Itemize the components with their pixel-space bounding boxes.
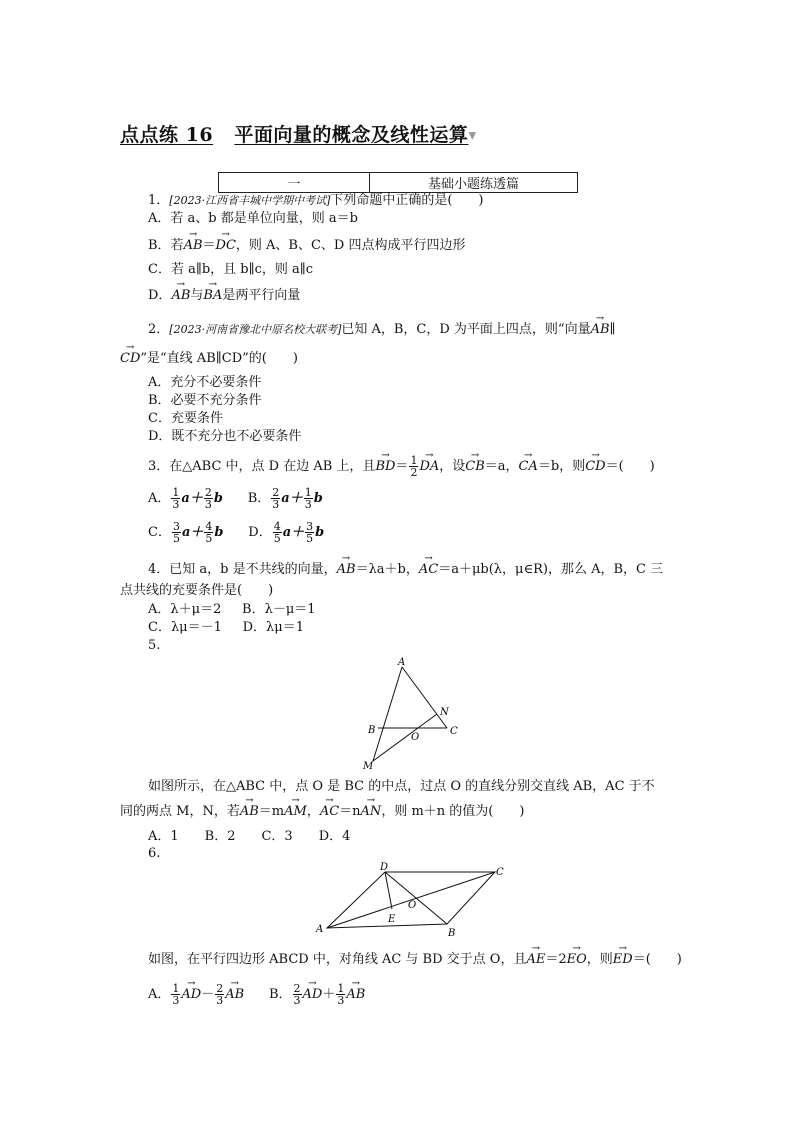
q6-mid: ＝2 — [545, 952, 567, 967]
fraction: $\frac{1}{3}$ — [172, 982, 180, 1007]
label-c: C — [450, 726, 458, 737]
q6-a-label: A． — [148, 987, 171, 1002]
q3-pre: 3．在△ABC 中，点 D 在边 AB 上，且 — [148, 459, 376, 474]
q1-d-mid: 与 — [190, 288, 204, 303]
q6-b-label: B． — [268, 987, 292, 1002]
vector-an: → AN — [361, 803, 382, 821]
q4-stem-line1 — [148, 561, 663, 579]
fraction: $\frac{1}{3}$ — [337, 982, 345, 1007]
q3-eq-a: ＝a， — [484, 459, 519, 474]
q2-stem-line2 — [120, 350, 298, 368]
vector-bd: → BD — [375, 458, 395, 476]
q3-a-label: A． — [148, 491, 171, 506]
q6-mid2: ，则 — [586, 952, 613, 967]
fraction: $\frac{1}{3}$ — [304, 486, 312, 511]
q3-eq-b: ＝b，则 — [537, 459, 586, 474]
vector-cd: → CD — [585, 458, 605, 476]
vector-ac: → AC — [419, 561, 438, 579]
q3-c-label: C． — [148, 525, 171, 540]
q6-parallelogram-figure — [312, 860, 512, 940]
b-symbol: b — [214, 525, 224, 540]
q2-stem2: ”是“直线 AB∥CD”的( ) — [140, 351, 298, 366]
vector-ae: → AE — [526, 951, 545, 969]
q3-d-label: D． — [248, 525, 272, 540]
vector-ab: → AB — [225, 986, 244, 1004]
section-header — [218, 172, 578, 193]
fraction: $\frac{2}{3}$ — [293, 982, 301, 1007]
q1-b-pre: B．若 — [148, 238, 184, 253]
vector-ad: → AD — [303, 986, 323, 1004]
label-o: O — [408, 900, 417, 911]
q4-option-b: B．λ－μ＝1 — [242, 602, 316, 617]
fraction: $\frac{2}{3}$ — [204, 486, 212, 511]
q4-mid2: ＝a＋μb(λ，μ∈R)，那么 A，B，C 三 — [438, 562, 664, 577]
a-symbol: a＋ — [282, 525, 305, 540]
vector-ab: → AB — [171, 287, 190, 305]
q5-m2: ＝n — [339, 804, 361, 819]
label-b: B — [368, 725, 376, 736]
vector-ab: → AB — [337, 561, 356, 579]
vector-ab: → AB — [591, 321, 610, 339]
q1-option-d — [148, 287, 300, 305]
q4-stem-line2: 点共线的充要条件是( ) — [120, 583, 274, 598]
vector-ab: → AB — [184, 237, 203, 255]
q2-option-d: D．既不充分也不必要条件 — [148, 429, 302, 444]
q3-options-cd — [148, 521, 324, 544]
label-a: A — [316, 924, 324, 935]
vector-cb: → CB — [465, 458, 485, 476]
label-m: M — [363, 761, 374, 772]
title-text: 平面向量的概念及线性运算 — [234, 124, 469, 146]
q6-tail: ＝( ) — [632, 952, 682, 967]
vector-dc: → DC — [216, 237, 236, 255]
line-am — [373, 667, 402, 761]
a-symbol: a＋ — [281, 491, 303, 506]
q1-d-post: 是两平行向量 — [222, 288, 301, 303]
vector-cd: → CD — [120, 350, 140, 368]
q1-stem-text: 下列命题中正确的是( ) — [330, 193, 484, 208]
vector-ad: → AD — [181, 986, 201, 1004]
q2-number: 2． — [148, 322, 170, 337]
q1-source: [2023·江西省丰城中学期中考试] — [169, 194, 331, 207]
label-c: C — [496, 867, 504, 878]
q4-options-cd — [148, 619, 304, 637]
label-a: A — [398, 657, 406, 668]
title-prefix: 点点练 16 — [120, 124, 214, 146]
line-mn — [373, 714, 437, 761]
label-e: E — [388, 914, 396, 925]
q1-number: 1． — [148, 193, 170, 208]
q3-mid1: ，设 — [439, 459, 466, 474]
q6-stem-pre: 如图，在平行四边形 ABCD 中，对角线 AC 与 BD 交于点 O，且 — [148, 952, 527, 967]
q5-m1: ＝m — [258, 804, 285, 819]
vector-eo: → EO — [567, 951, 587, 969]
q3-eq: ＝ — [395, 459, 409, 474]
q2-option-a: A．充分不必要条件 — [148, 375, 262, 390]
operator-plus: ＋ — [322, 987, 336, 1002]
q1-option-c: C．若 a∥b，且 b∥c，则 a∥c — [148, 262, 314, 277]
q3-tail: ＝( ) — [605, 459, 655, 474]
q2-stem-line1 — [148, 321, 616, 339]
section-number: 一 — [219, 173, 370, 193]
q4-option-c: C．λμ＝－1 — [148, 620, 222, 635]
fraction: $\frac{1}{3}$ — [172, 486, 180, 511]
q1-option-b — [148, 237, 465, 255]
q1-b-eq: ＝ — [202, 238, 216, 253]
section-label: 基础小题练透篇 — [370, 173, 578, 193]
q5-tail: ，则 m＋n 的值为( ) — [381, 804, 525, 819]
q2-source: [2023·河南省豫北中原名校大联考] — [169, 323, 342, 336]
vector-ab: → AB — [346, 986, 365, 1004]
q4-option-d: D．λμ＝1 — [242, 620, 304, 635]
a-symbol: a＋ — [181, 491, 203, 506]
dropdown-triangle-icon: ▼ — [468, 130, 477, 142]
vector-am: → AM — [284, 803, 307, 821]
q4-mid1: ＝λa＋b， — [355, 562, 419, 577]
q5-stem-line2 — [120, 803, 524, 821]
label-b: B — [448, 928, 456, 939]
vector-ac: → AC — [320, 803, 339, 821]
q1-option-a: A．若 a、b 都是单位向量，则 a＝b — [148, 211, 358, 226]
fraction: $\frac{2}{3}$ — [216, 982, 224, 1007]
fraction: $\frac{4}{5}$ — [205, 520, 213, 545]
line-ac — [402, 667, 447, 728]
a-symbol: a＋ — [181, 525, 204, 540]
q3-stem — [148, 455, 655, 478]
label-o: O — [411, 732, 420, 743]
fraction: $\frac{2}{3}$ — [272, 486, 280, 511]
q3-options-ab — [148, 487, 323, 510]
q2-stem1: 已知 A，B，C，D 为平面上四点，则“向量 — [341, 322, 591, 337]
q6-stem — [148, 951, 682, 969]
q4-option-a: A．λ＋μ＝2 — [148, 602, 222, 617]
q1-d-pre: D． — [148, 288, 172, 303]
fraction-half: $\frac{1}{2}$ — [410, 454, 418, 479]
vector-ed: → ED — [613, 951, 633, 969]
q1-b-post: ，则 A、B、C、D 四点构成平行四边形 — [235, 238, 466, 253]
vector-ba: → BA — [203, 287, 222, 305]
q6-options — [148, 983, 365, 1006]
q2-parallel: ∥ — [609, 322, 616, 337]
vector-da: → DA — [419, 458, 439, 476]
q5-options: A．1 B．2 C．3 D．4 — [148, 829, 351, 844]
fraction: $\frac{4}{5}$ — [273, 520, 281, 545]
b-symbol: b — [213, 491, 223, 506]
q4-pre: 4．已知 a，b 是不共线的向量， — [148, 562, 337, 577]
q5-triangle-figure — [355, 652, 465, 774]
q5-number: 5. — [148, 638, 161, 653]
fraction: $\frac{3}{5}$ — [306, 520, 314, 545]
operator-minus: － — [201, 987, 215, 1002]
q5-sep: ， — [306, 804, 320, 819]
page-title — [120, 120, 477, 147]
vector-ab: → AB — [240, 803, 259, 821]
q5-stem-line1: 如图所示，在△ABC 中，点 O 是 BC 的中点，过点 O 的直线分别交直线 AB，AC 于不 — [148, 779, 655, 794]
q3-b-label: B． — [247, 491, 271, 506]
q6-number: 6. — [148, 846, 161, 861]
q2-option-c: C．充要条件 — [148, 411, 223, 426]
label-d: D — [380, 862, 389, 873]
q5-stem2-pre: 同的两点 M，N，若 — [120, 804, 240, 819]
q2-option-b: B．必要不充分条件 — [148, 393, 262, 408]
vector-ca: → CA — [519, 458, 538, 476]
b-symbol: b — [313, 491, 323, 506]
q1-stem — [148, 192, 484, 210]
b-symbol: b — [315, 525, 325, 540]
label-n: N — [440, 707, 449, 718]
q4-options-ab — [148, 601, 316, 619]
fraction: $\frac{3}{5}$ — [172, 520, 180, 545]
